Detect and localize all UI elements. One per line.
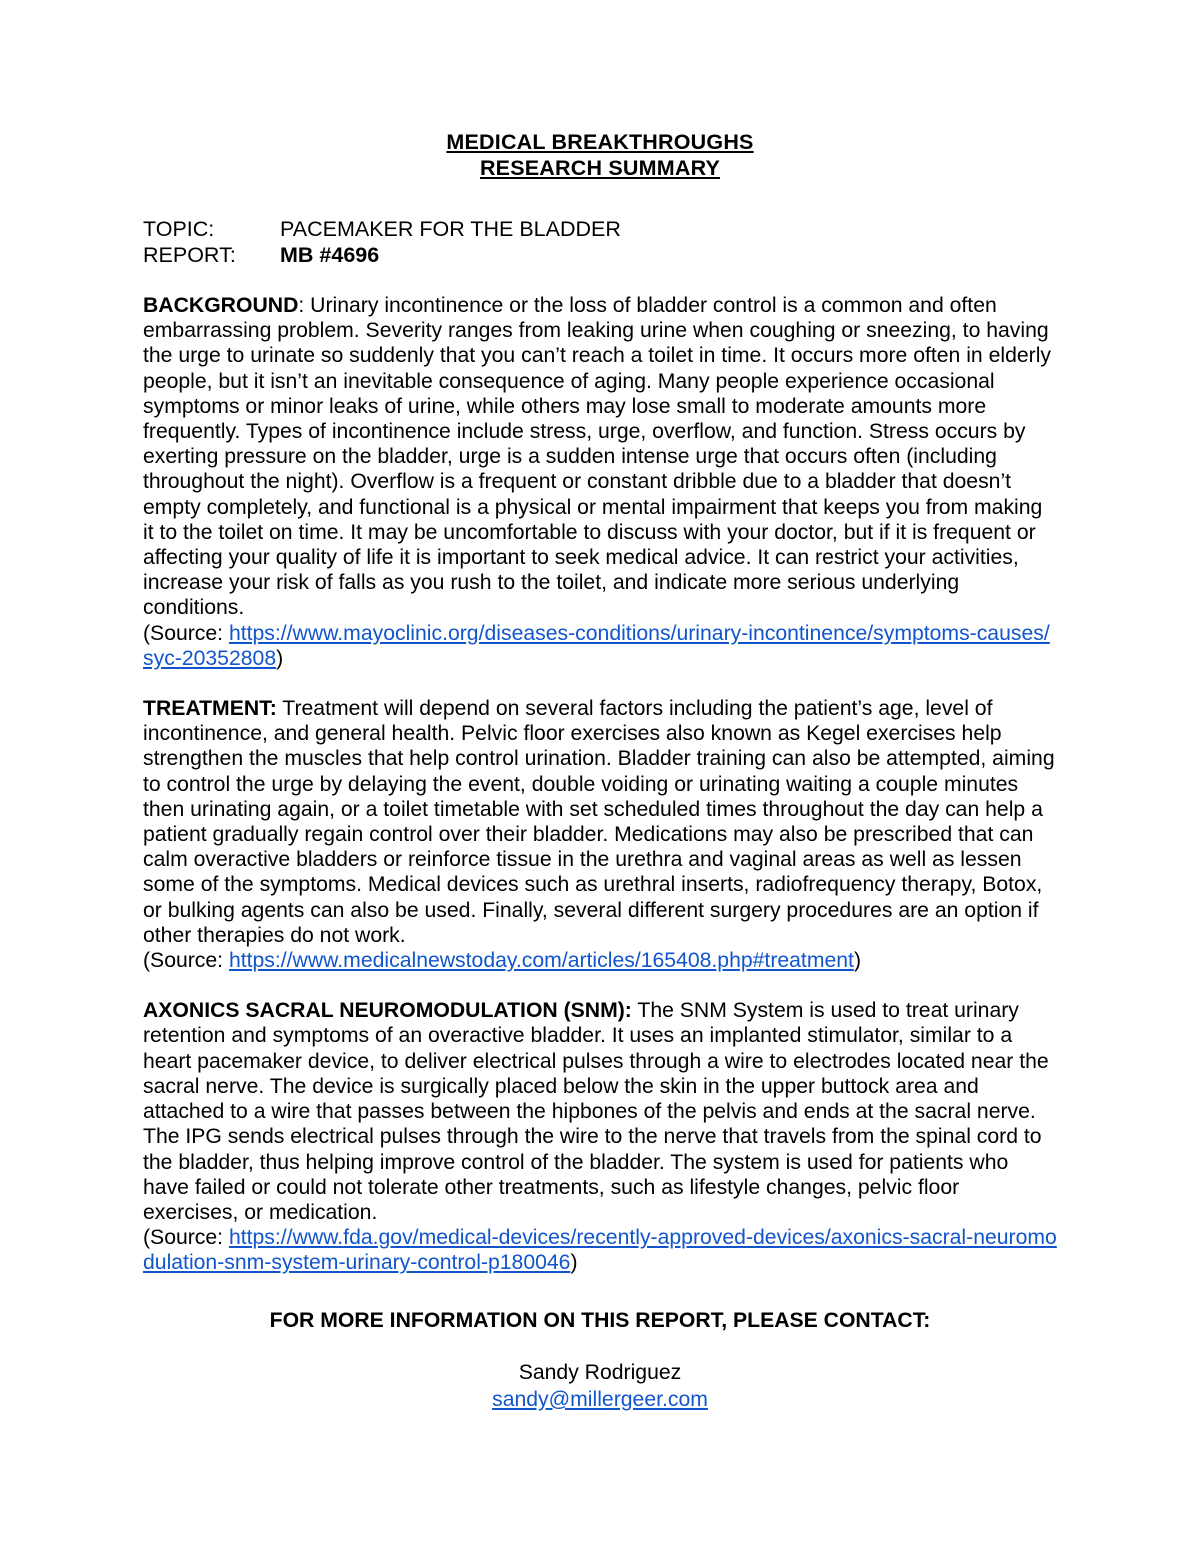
section-treatment-source bbox=[143, 948, 1057, 973]
section-treatment-heading: TREATMENT: bbox=[143, 697, 277, 721]
section-treatment-body: Treatment will depend on several factors including the patient’s age, level of incontinence, and general health. Pelvic floor exercises also known as Kegel exercises help strengthen the muscles that help control urination. Bladder training can also be attempted, aiming to control the urge by delaying the event, double voiding or urinating waiting a couple minutes then urinating again, or a toilet timetable with set scheduled times throughout the day can help a patient gradually regain control over their bladder. Medications may also be prescribed that can calm overactive bladders or reinforce tissue in the urethra and vaginal areas as well as lessen some of the symptoms. Medical devices such as urethral inserts, radiofrequency therapy, Botox, or bulking agents can also be used. Finally, several different surgery procedures are an option if other therapies do not work. bbox=[143, 697, 1055, 947]
topic-value: PACEMAKER FOR THE BLADDER bbox=[280, 217, 621, 241]
contact-email-link[interactable]: sandy@millergeer.com bbox=[492, 1387, 708, 1411]
title-line-1-text: MEDICAL BREAKTHROUGHS bbox=[446, 130, 754, 154]
document-title bbox=[143, 130, 1057, 181]
topic-label: TOPIC: bbox=[143, 217, 215, 241]
section-background-source bbox=[143, 621, 1057, 671]
section-axonics-source bbox=[143, 1225, 1057, 1275]
section-treatment bbox=[143, 696, 1057, 973]
contact-name: Sandy Rodriguez bbox=[518, 1360, 682, 1384]
contact-heading: FOR MORE INFORMATION ON THIS REPORT, PLEASE CONTACT: bbox=[269, 1308, 931, 1332]
contact-block bbox=[143, 1359, 1057, 1413]
section-axonics-snm bbox=[143, 998, 1057, 1275]
source-prefix: (Source: bbox=[143, 621, 229, 645]
title-line-1 bbox=[143, 130, 1057, 156]
meta-row-report bbox=[143, 243, 1057, 269]
section-background-heading: BACKGROUND bbox=[143, 294, 299, 317]
source-suffix: ) bbox=[276, 646, 284, 670]
report-label: REPORT: bbox=[143, 242, 236, 267]
source-link-medicalnewstoday[interactable]: https://www.medicalnewstoday.com/articles/165408.php#treatment bbox=[228, 949, 854, 973]
section-axonics-body: The SNM System is used to treat urinary retention and symptoms of an overactive bladder. It uses an implanted stimulator, similar to a heart pacemaker device, to deliver electrical pulses through a wire to electrodes located near the sacral nerve. The device is surgically placed below the skin in the upper buttock area and attached to a wire that passes between the hipbones of the pelvis and ends at the sacral nerve. The IPG sends electrical pulses through the wire to the nerve that travels from the spinal cord to the bladder, thus helping improve control of the bladder. The system is used for patients who have failed or could not tolerate other treatments, such as lifestyle changes, pelvic floor exercises, or medication. bbox=[143, 999, 1049, 1224]
title-line-2 bbox=[143, 156, 1057, 182]
document-meta bbox=[143, 217, 1057, 268]
title-line-2-text: RESEARCH SUMMARY bbox=[479, 155, 721, 180]
source-link-mayoclinic[interactable]: https://www.mayoclinic.org/diseases-conditions/urinary-incontinence/symptoms-causes/syc-20352808 bbox=[143, 621, 1050, 670]
section-axonics-heading: AXONICS SACRAL NEUROMODULATION (SNM): bbox=[143, 999, 632, 1023]
source-prefix: (Source: bbox=[143, 949, 229, 973]
source-suffix: ) bbox=[853, 949, 861, 973]
section-background bbox=[143, 293, 1057, 671]
meta-row-topic bbox=[143, 217, 1057, 243]
source-prefix: (Source: bbox=[143, 1226, 229, 1250]
source-suffix: ) bbox=[570, 1251, 578, 1275]
section-background-body: Urinary incontinence or the loss of bladder control is a common and often embarrassing problem. Severity ranges from leaking urine when coughing or sneezing, to having the urge to urinate so suddenly that you can’t reach a toilet in time. It occurs more often in elderly people, but it isn’t an inevitable consequence of aging. Many people experience occasional symptoms or minor leaks of urine, while others may lose small to moderate amounts more frequently. Types of incontinence include stress, urge, overflow, and function. Stress occurs by exerting pressure on the bladder, urge is a sudden intense urge that occurs often (including throughout the night). Overflow is a frequent or constant dribble due to a bladder that doesn’t empty completely, and functional is a physical or mental impairment that keeps you from making it to the toilet on time. It may be uncomfortable to discuss with your doctor, but if it is frequent or affecting your quality of life it is important to seek medical advice. It can restrict your activities, increase your risk of falls as you rush to the toilet, and indicate more serious underlying conditions. bbox=[143, 294, 1052, 620]
section-background-heading-suffix: : bbox=[298, 294, 305, 317]
report-value: MB #4696 bbox=[280, 242, 380, 267]
source-link-fda[interactable]: https://www.fda.gov/medical-devices/recently-approved-devices/axonics-sacral-neuromodulation-snm-system-urinary-control-p180046 bbox=[143, 1226, 1057, 1275]
